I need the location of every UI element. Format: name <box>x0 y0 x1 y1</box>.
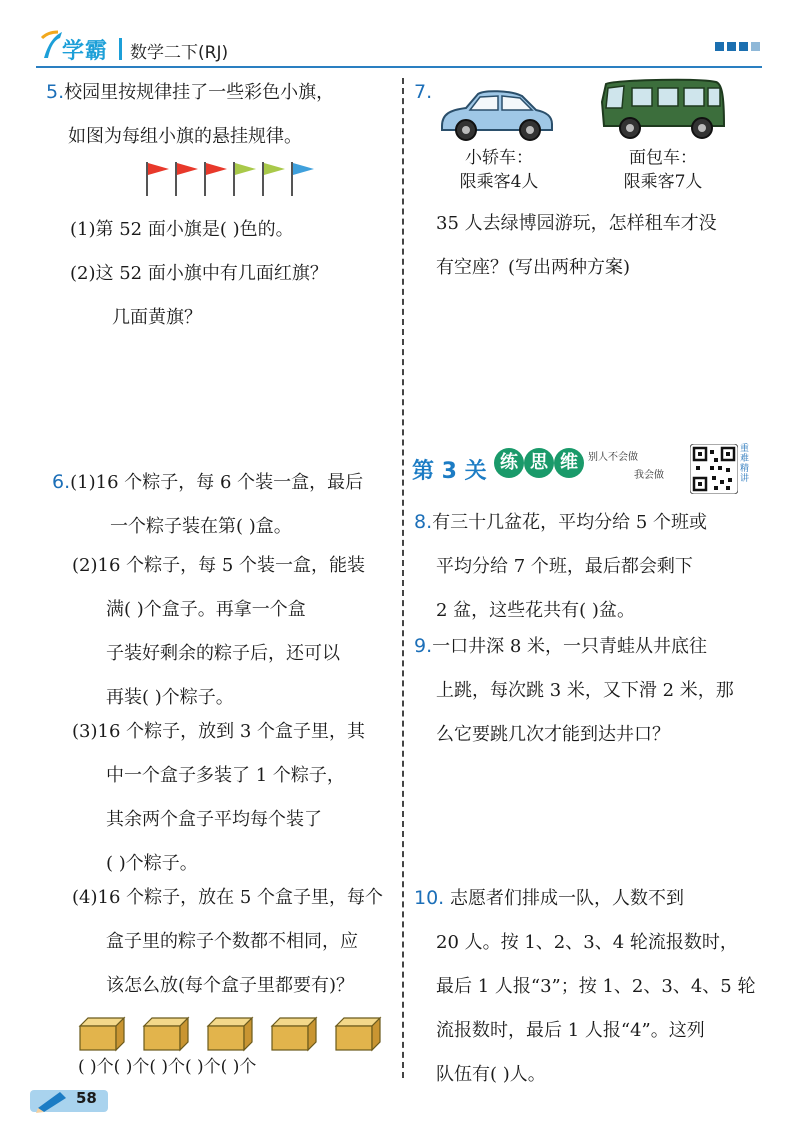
brand-name: 学霸 <box>62 39 109 64</box>
question-number: 5. <box>46 81 65 103</box>
question-5-parts <box>70 208 328 340</box>
question-text: (1)16 个粽子，每 6 个装一盒，最后 <box>70 472 364 493</box>
question-7 <box>436 202 717 290</box>
question-text: 几面黄旗？ <box>112 307 202 328</box>
box-icon <box>144 1018 188 1050</box>
question-6-part-2 <box>72 544 365 720</box>
question-number: 7. <box>414 81 433 103</box>
question-text: 上跳，每次跳 3 米，又下滑 2 米，那 <box>436 680 734 701</box>
flag <box>176 162 198 196</box>
box-icon <box>336 1018 380 1050</box>
level-char: 练 <box>494 448 524 478</box>
flag <box>147 162 169 196</box>
brand-divider <box>119 38 122 60</box>
question-text: 队伍有( )人。 <box>436 1064 546 1085</box>
question-text: 35 人去绿博园游玩，怎样租车才没 <box>436 213 717 234</box>
question-text: 子装好剩余的粽子后，还可以 <box>106 643 340 664</box>
van-label: 面包车： 限乘客7人 <box>623 148 703 192</box>
question-6-part-4 <box>72 876 383 1008</box>
question-text: 该怎么放(每个盒子里都要有)？ <box>106 975 355 996</box>
question-number: 6. <box>52 471 71 493</box>
flag <box>292 162 314 196</box>
question-text: 再装( )个粽子。 <box>106 687 234 708</box>
question-text: 有空座？(写出两种方案) <box>436 257 631 278</box>
flag <box>234 162 256 196</box>
level-char: 思 <box>524 448 554 478</box>
question-text: 有三十几盆花，平均分给 5 个班或 <box>432 512 708 533</box>
question-number: 9. <box>414 635 433 657</box>
question-text: 志愿者们排成一队，人数不到 <box>449 888 684 909</box>
question-text: 满( )个盒子。再拿一个盒 <box>106 599 306 620</box>
question-text: 平均分给 7 个班，最后都会剩下 <box>436 556 693 577</box>
question-text: 2 盆，这些花共有( )盆。 <box>436 600 635 621</box>
sedan-label: 小轿车： 限乘客4人 <box>459 148 539 192</box>
question-text: (2)这 52 面小旗中有几面红旗？ <box>70 263 328 284</box>
question-6-part-3 <box>72 710 365 886</box>
question-text: 如图为每组小旗的悬挂规律。 <box>68 126 302 147</box>
question-text: 盒子里的粽子个数都不相同，应 <box>106 931 358 952</box>
sedan-car-icon <box>436 84 556 144</box>
brand-logo-icon <box>40 28 64 62</box>
question-text: (1)第 52 面小旗是( )色的。 <box>70 219 294 240</box>
qr-caption: 重难精讲 <box>740 444 750 484</box>
question-text: (2)16 个粽子，每 5 个装一盒，能装 <box>72 555 366 576</box>
question-text: 其余两个盒子平均每个装了 <box>106 809 322 830</box>
box-icon <box>80 1018 124 1050</box>
box-answer-blanks[interactable]: ( )个( )个( )个( )个( )个 <box>78 1057 257 1077</box>
box-illustrations <box>78 1016 388 1052</box>
box-icon <box>272 1018 316 1050</box>
book-title: 数学二下(RJ) <box>130 43 229 63</box>
question-6 <box>52 460 363 549</box>
question-text: 20 人。按 1、2、3、4 轮流报数时， <box>436 932 738 953</box>
question-10 <box>414 876 755 1097</box>
level-title: 第 3 关 <box>412 459 487 484</box>
question-text: (4)16 个粽子，放在 5 个盒子里，每个 <box>72 887 384 908</box>
question-text: (3)16 个粽子，放到 3 个盒子里，其 <box>72 721 366 742</box>
question-text: 一口井深 8 米，一只青蛙从井底往 <box>432 636 708 657</box>
question-text: ( )个粽子。 <box>106 853 198 874</box>
flag <box>205 162 227 196</box>
question-7-number-wrap <box>414 70 432 115</box>
flag <box>263 162 285 196</box>
question-number: 8. <box>414 511 433 533</box>
question-text: 么它要跳几次才能到达井口？ <box>436 724 670 745</box>
question-number: 10. <box>414 887 445 909</box>
qr-code-icon[interactable] <box>690 444 738 494</box>
page-header <box>40 28 760 64</box>
question-text: 一个粽子装在第( )盒。 <box>110 516 292 537</box>
header-decoration <box>715 42 760 51</box>
level-char: 维 <box>554 448 584 478</box>
question-text: 校园里按规律挂了一些彩色小旗， <box>64 82 335 103</box>
page-badge <box>30 1086 110 1114</box>
question-text: 中一个盒子多装了 1 个粽子， <box>106 765 345 786</box>
question-8 <box>414 500 707 633</box>
question-text: 最后 1 人报“3”；按 1、2、3、4、5 轮 <box>436 976 756 997</box>
minibus-van-icon <box>598 76 728 142</box>
page-number: 58 <box>76 1089 97 1107</box>
flag-pattern <box>143 160 315 198</box>
slogan-text: 我会做 <box>634 470 664 481</box>
level-banner <box>412 444 752 496</box>
slogan-text: 别人不会做 <box>588 452 638 463</box>
question-9 <box>414 624 734 757</box>
column-divider <box>402 78 404 1078</box>
question-text: 流报数时，最后 1 人报“4”。这列 <box>436 1020 705 1041</box>
box-icon <box>208 1018 252 1050</box>
header-rule <box>36 66 762 68</box>
question-5 <box>46 70 334 159</box>
